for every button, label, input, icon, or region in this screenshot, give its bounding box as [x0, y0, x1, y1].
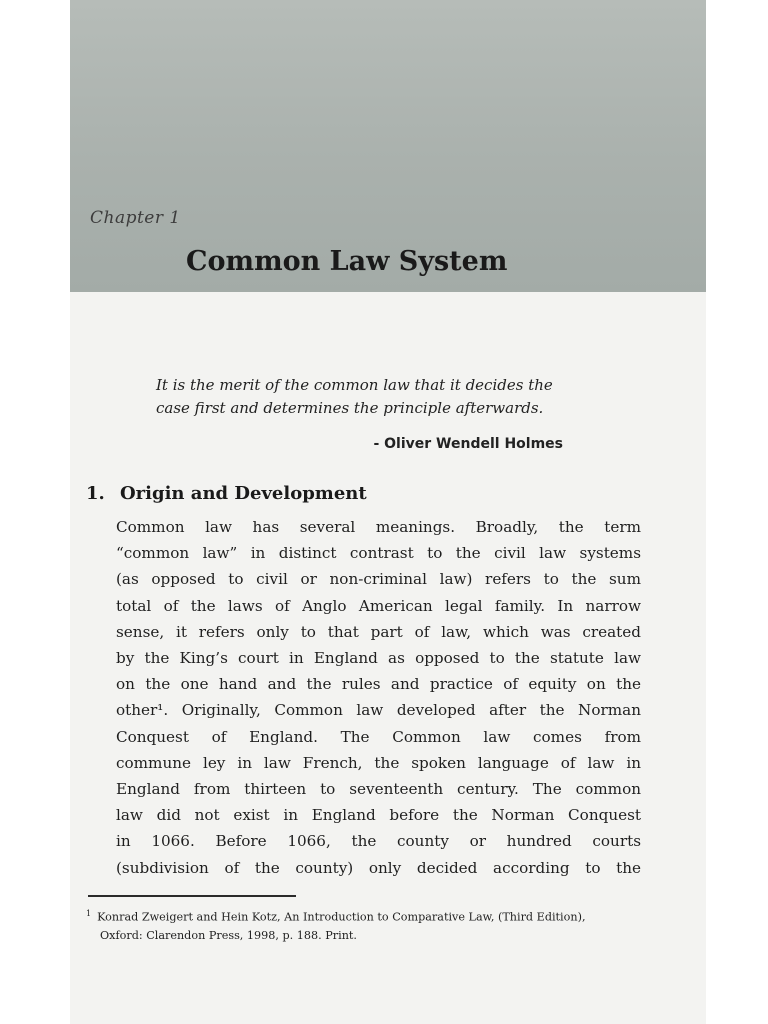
paragraph-line: (as opposed to civil or non-criminal law) refers to the sum: [116, 570, 641, 589]
book-page: [70, 0, 706, 1024]
section-heading: [86, 483, 367, 504]
body-paragraph: [116, 514, 641, 881]
epigraph-quote: [156, 374, 576, 420]
paragraph-line: law did not exist in England before the Norman Conquest: [116, 806, 641, 825]
paragraph-line: England from thirteen to seventeenth century. The common: [116, 780, 641, 799]
paragraph-line: (subdivision of the county) only decided according to the: [116, 858, 641, 877]
paragraph-line: commune ley in law French, the spoken language of law in: [116, 753, 641, 772]
paragraph-line: Conquest of England. The Common law comes from: [116, 727, 641, 746]
footnote-line: Oxford: Clarendon Press, 1998, p. 188. Print.: [100, 928, 357, 942]
section-number: 1.: [86, 483, 105, 504]
epigraph-attribution: - Oliver Wendell Holmes: [373, 436, 563, 452]
paragraph-line: on the one hand and the rules and practice of equity on the: [116, 675, 641, 694]
paragraph-line: by the King’s court in England as opposed to the statute law: [116, 649, 641, 668]
paragraph-line: Common law has several meanings. Broadly, the term: [116, 518, 641, 536]
footnote-divider: [88, 895, 296, 897]
section-title: Origin and Development: [120, 483, 367, 504]
footnote-marker: 1: [86, 909, 92, 918]
chapter-label: Chapter 1: [90, 208, 181, 228]
paragraph-line: sense, it refers only to that part of law, which was created: [116, 622, 641, 641]
chapter-title: Common Law System: [186, 246, 508, 277]
footnote: [86, 905, 646, 945]
footnote-line: [86, 905, 646, 927]
paragraph-line: total of the laws of Anglo American legal family. In narrow: [116, 596, 641, 615]
footnote-text: Konrad Zweigert and Hein Kotz, An Introduction to Comparative Law, (Third Edition),: [97, 910, 586, 924]
paragraph-line: other¹. Originally, Common law developed after the Norman: [116, 701, 641, 720]
epigraph-line: It is the merit of the common law that it decides the: [156, 376, 553, 394]
paragraph-line: in 1066. Before 1066, the county or hundred courts: [116, 832, 641, 851]
chapter-header-band: [70, 0, 706, 292]
paragraph-line: “common law” in distinct contrast to the civil law systems: [116, 544, 641, 563]
epigraph-line: case first and determines the principle afterwards.: [156, 399, 544, 417]
